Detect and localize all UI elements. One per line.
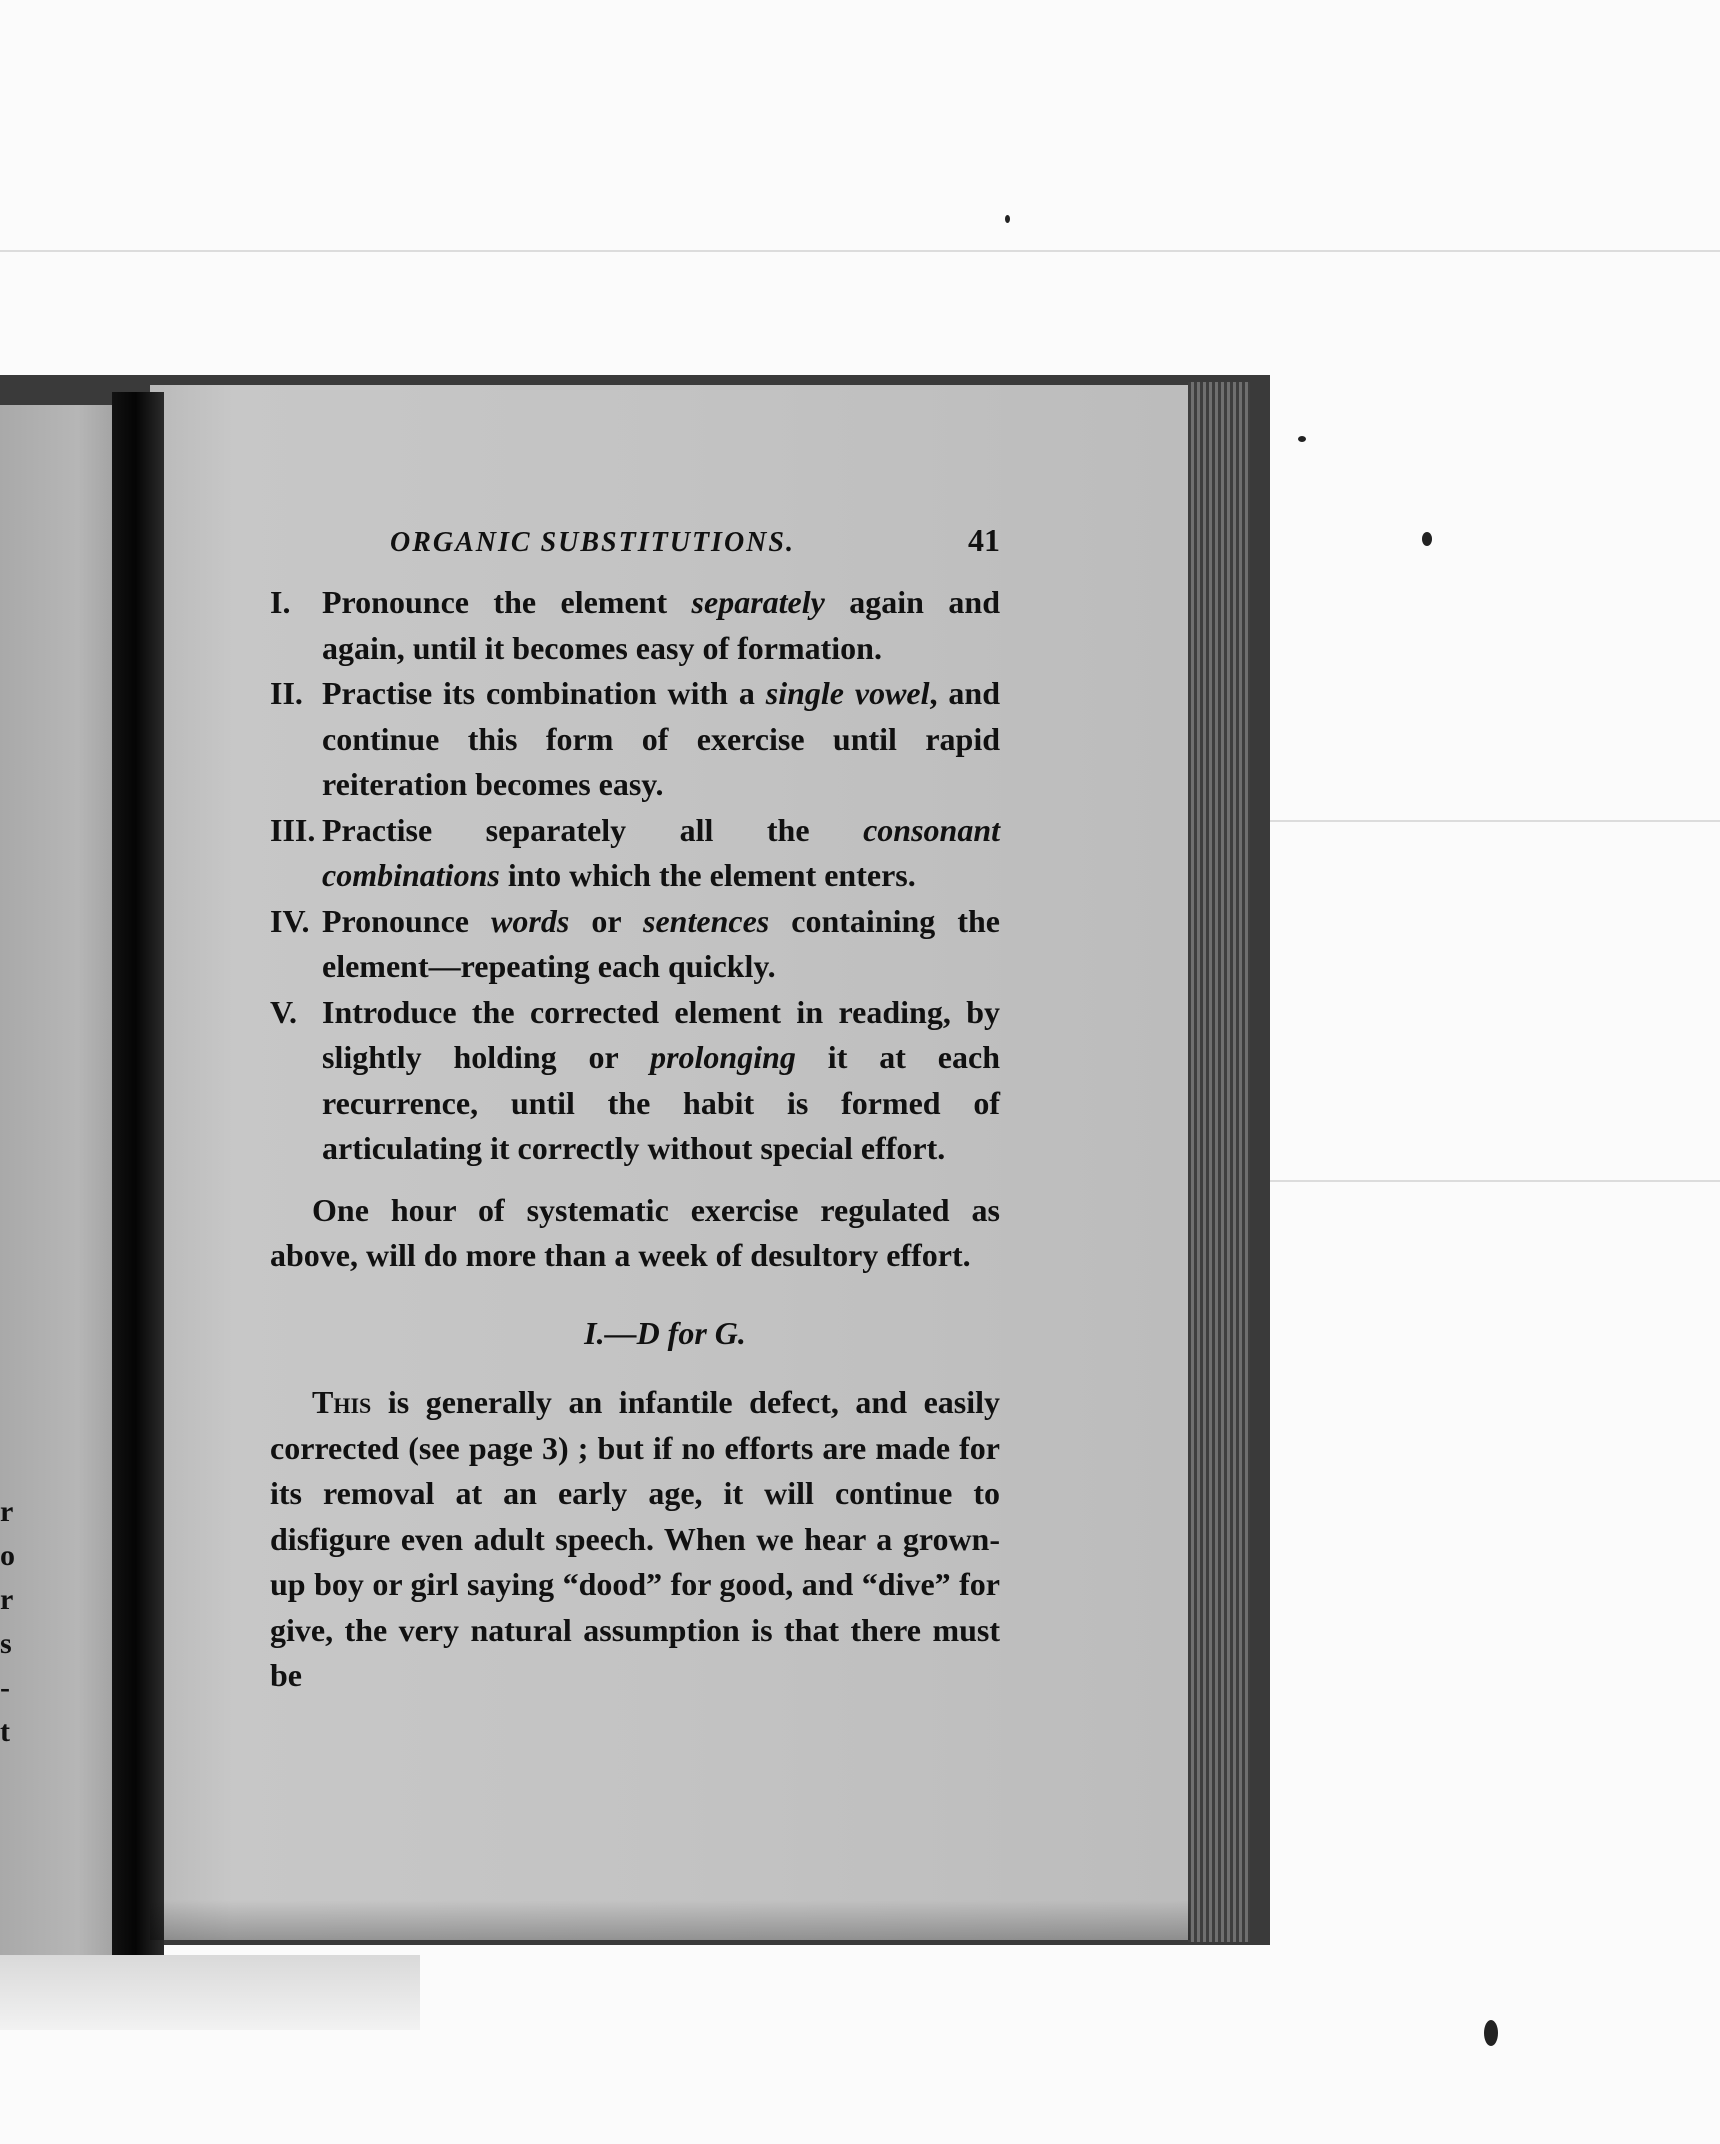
running-head bbox=[390, 520, 1000, 580]
rule-item bbox=[270, 808, 1000, 899]
left-edge-char: r bbox=[0, 1495, 14, 1528]
rule-text-segment: , and continue this form of exercise until rapid reiteration becomes easy. bbox=[322, 675, 1000, 802]
rule-text-segment: Pronounce bbox=[322, 902, 492, 939]
scan-line bbox=[1250, 820, 1720, 822]
emphasized-term: separately bbox=[691, 584, 825, 620]
rule-number: I. bbox=[270, 584, 291, 620]
emphasized-term: words bbox=[491, 902, 570, 939]
rule-text bbox=[322, 580, 1000, 671]
left-edge-char: t bbox=[0, 1715, 10, 1748]
page-bottom-shade bbox=[150, 1900, 1190, 1940]
section-paragraph bbox=[270, 1380, 1000, 1699]
book-gutter bbox=[112, 392, 164, 1962]
rule-text-segment: into which the element enters. bbox=[499, 857, 916, 893]
section-paragraph-text: is generally an infantile defect, and easily corrected (see page 3) ; but if no efforts are made for its removal at an early age, it will continue to disfigure even adult speech. When we hear a grown-up boy or girl saying “dood” for good, and “dive” for give, the very natural assumption is that there must be bbox=[270, 1384, 1000, 1693]
emphasized-term: sentences bbox=[643, 902, 770, 939]
rule-item bbox=[270, 671, 1000, 808]
rule-item bbox=[270, 899, 1000, 990]
section-paragraph-lead: This bbox=[312, 1384, 372, 1420]
summary-paragraph: One hour of systematic exercise regulated as above, will do more than a week of desultory effort. bbox=[270, 1191, 1000, 1273]
paper-flap bbox=[0, 1955, 420, 2030]
dust-speck bbox=[1005, 215, 1010, 223]
dust-speck bbox=[1484, 2020, 1498, 2046]
rule-number: II. bbox=[270, 675, 303, 711]
dust-speck bbox=[1422, 532, 1432, 546]
left-edge-char: s bbox=[0, 1627, 12, 1660]
emphasized-term: consonant combinations bbox=[322, 811, 1000, 893]
emphasized-term: prolonging bbox=[650, 1039, 796, 1075]
rule-item bbox=[270, 580, 1000, 671]
rule-text-segment: or bbox=[569, 902, 644, 939]
rule-text-segment: it at each recurrence, until the habit is formed of articulating it correctly without special effort. bbox=[322, 1039, 1001, 1166]
left-edge-char: o bbox=[0, 1539, 15, 1572]
running-title: ORGANIC SUBSTITUTIONS. bbox=[390, 527, 795, 558]
rule-text-segment: Practise separately all the bbox=[322, 811, 864, 848]
rule-text-segment: again and again, until it becomes easy of formation. bbox=[322, 584, 1000, 666]
rule-text bbox=[322, 808, 1000, 899]
dust-speck bbox=[1298, 436, 1306, 442]
numbered-rules bbox=[270, 580, 1000, 1172]
rule-number: IV. bbox=[270, 902, 310, 939]
left-edge-char: r bbox=[0, 1583, 14, 1616]
left-page-edge-text bbox=[0, 1490, 20, 1754]
page-text-block bbox=[270, 520, 1000, 1731]
section-heading: I.—D for G. bbox=[584, 1314, 746, 1351]
rule-text-segment: Introduce the corrected element in reading, by slightly holding or bbox=[322, 993, 1000, 1075]
emphasized-term: single vowel bbox=[765, 675, 930, 711]
rule-number: V. bbox=[270, 993, 297, 1030]
rule-text bbox=[322, 990, 1000, 1172]
rule-text-segment: containing the element—repeating each quickly. bbox=[322, 902, 1001, 984]
scan-line bbox=[1250, 1180, 1720, 1182]
rule-text bbox=[322, 899, 1000, 990]
rule-number: III. bbox=[270, 811, 316, 848]
rule-item bbox=[270, 990, 1000, 1172]
rule-text-segment: Pronounce the element bbox=[322, 584, 692, 620]
rule-text-segment: Practise its combination with a bbox=[322, 675, 766, 711]
rule-text bbox=[322, 671, 1000, 808]
page-edges bbox=[1188, 382, 1250, 1942]
left-edge-char: - bbox=[0, 1671, 10, 1704]
scan-line bbox=[0, 250, 1720, 252]
page-number: 41 bbox=[968, 522, 1000, 558]
